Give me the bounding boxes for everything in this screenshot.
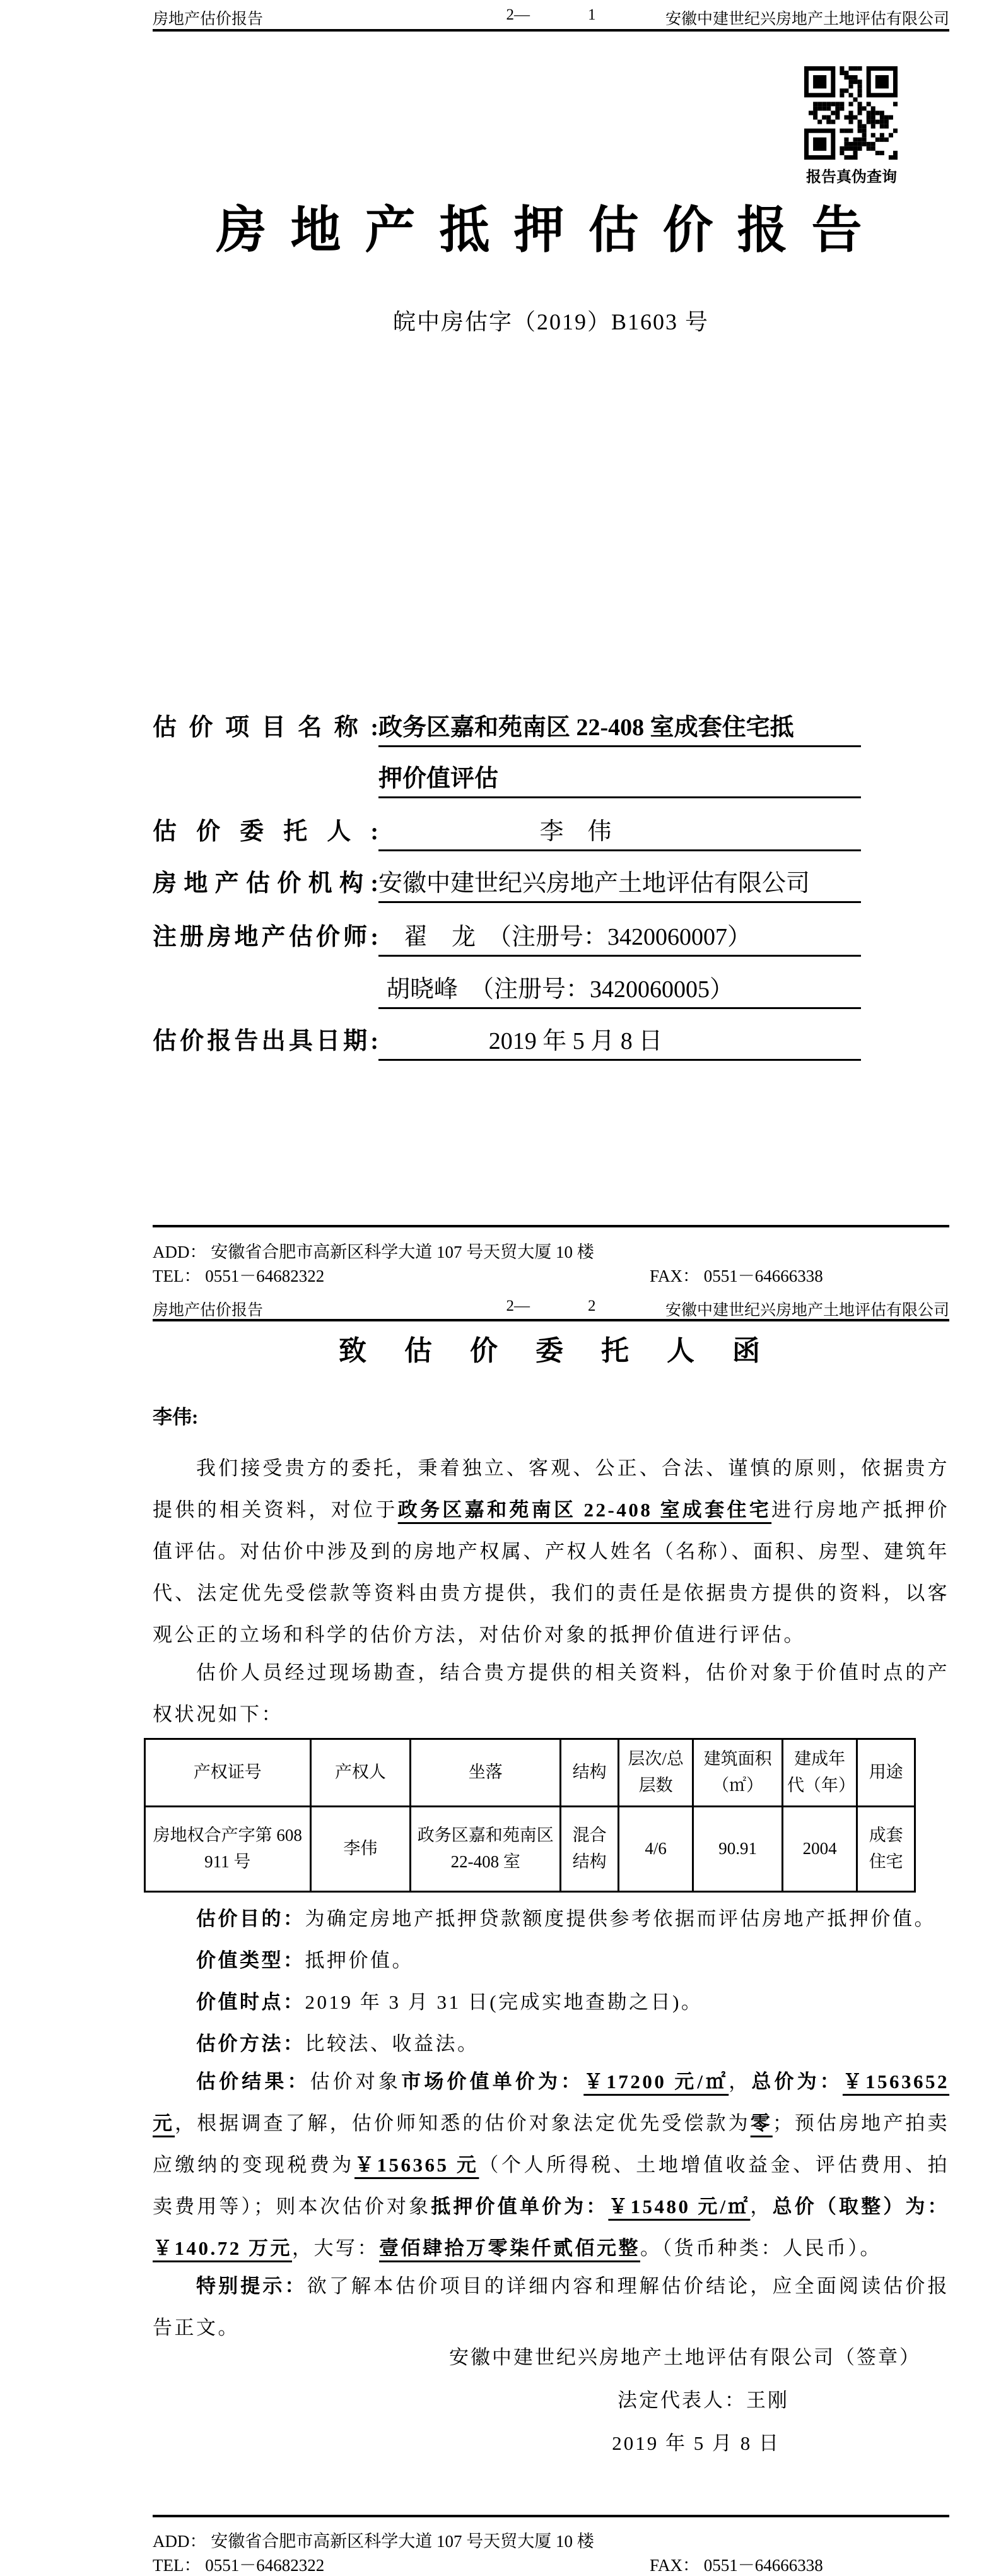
field-issue-date [153,1024,861,1059]
field-value: 胡晓峰 （注册号：3420060005） [378,972,861,1009]
header-company-name: 安徽中建世纪兴房地产土地评估有限公司 [665,11,949,28]
result-text: ；预估房地产拍卖应缴纳的变现税费为 [153,2112,950,2176]
item-label: 价值时点： [196,1991,305,2013]
header-doc-type: 房地产估价报告 [153,1302,264,1319]
header-rule [153,29,949,32]
table-header-cell: 结构 [561,1739,619,1807]
field-appraiser-2 [153,972,861,1007]
footer-address [153,1238,949,1263]
unit-price-market: ￥17200 元/㎡ [583,2071,729,2093]
table-cell: 2004 [782,1807,857,1892]
field-label: 注册房地产估价师: [153,924,378,950]
table-header-cell: 建成年代（年） [782,1739,857,1807]
page-prefix: 2— [506,1297,530,1315]
item-label: 估价方法： [196,2033,305,2055]
table-header-cell: 产权证号 [145,1739,311,1807]
result-text: ， [729,2071,752,2093]
footer-rule [153,2515,949,2517]
table-header-cell: 层次/总层数 [618,1739,693,1807]
page-number: 2 [588,1297,596,1315]
signature-company: 安徽中建世纪兴房地产土地评估有限公司（签章） [449,2346,921,2368]
table-cell: 混合结构 [561,1807,619,1892]
field-project-name [153,710,861,745]
fax-text: FAX： 0551－64666338 [650,2556,823,2575]
result-label: 估价结果： [196,2071,310,2093]
fax-text: FAX： 0551－64666338 [650,1267,823,1285]
letter-greeting: 李伟: [153,1406,199,1428]
letter-paragraph-2 [153,1652,949,1735]
field-client [153,814,861,849]
amount-in-words: 壹佰肆拾万零柒仟贰佰元整 [379,2237,640,2259]
letter-paragraph-1 [153,1448,949,1656]
field-label: 估价委托人: [153,818,378,845]
result-text: ，根据调查了解，估价师知悉的估价对象法定优先受偿款为 [175,2112,751,2134]
item-value-date [153,1982,949,2023]
qr-caption: 报告真伪查询 [806,169,897,186]
field-label: 估价项目名称: [153,714,378,741]
address-text: ADD： 安徽省合肥市高新区科学大道 107 号天贸大厦 10 楼 [153,2532,594,2551]
field-label: 估价报告出具日期: [153,1028,378,1055]
table-header-cell: 坐落 [411,1739,561,1807]
item-text: 2019 年 3 月 31 日(完成实地查勘之日)。 [305,1991,703,2013]
address-text: ADD： 安徽省合肥市高新区科学大道 107 号天贸大厦 10 楼 [153,1243,594,1261]
item-label: 价值类型： [196,1949,305,1971]
priority-payment: 零 [750,2112,773,2134]
document-number: 皖中房估字（2019）B1603 号 [392,309,709,334]
item-text: 抵押价值。 [305,1949,414,1971]
result-paragraph [153,2061,949,2269]
result-text-bold: 市场价值单价为： [401,2071,584,2093]
para1-property-highlight: 政务区嘉和苑南区 22-408 室成套住宅 [397,1499,772,1521]
result-text: 估价对象 [310,2071,402,2093]
item-purpose [153,1898,949,1940]
qr-code [804,66,898,160]
special-notice-paragraph [153,2266,949,2349]
page-number: 1 [588,6,596,23]
field-value: 2019 年 5 月 8 日 [378,1024,861,1061]
page-1-cover [153,0,949,1292]
total-price-market: ￥1563652 元 [153,2071,950,2134]
table-cell: 4/6 [618,1807,693,1892]
special-notice-text: 欲了解本估价项目的详细内容和理解估价结论，应全面阅读估价报告正文。 [153,2275,950,2339]
unit-price-mortgage: ￥15480 元/㎡ [608,2195,751,2218]
table-header-cell: 建筑面积（㎡） [693,1739,783,1807]
signature-date: 2019 年 5 月 8 日 [612,2432,780,2454]
footer-contacts [153,1262,949,1287]
header-rule [153,1319,949,1321]
property-rights-table [144,1738,916,1893]
table-cell: 成套住宅 [857,1807,915,1892]
item-value-type [153,1940,949,1982]
table-cell: 房地权合产字第 608911 号 [145,1807,311,1892]
table-cell: 90.91 [693,1807,783,1892]
page-2-footer [153,2515,949,2575]
table-header-cell: 产权人 [310,1739,411,1807]
result-text-bold: 总价（取整）为： [772,2195,950,2218]
result-text-bold: 总价为： [751,2071,843,2093]
table-header-row [145,1739,915,1807]
tel-text: TEL： 0551－64682322 [153,1267,325,1285]
field-project-name-line2 [153,761,861,796]
header-company-name: 安徽中建世纪兴房地产土地评估有限公司 [665,1302,949,1319]
signature-legal-rep: 法定代表人：王刚 [618,2389,789,2411]
field-value: 押价值评估 [378,761,861,798]
field-value: 安徽中建世纪兴房地产土地评估有限公司 [378,866,861,903]
item-text: 为确定房地产抵押贷款额度提供参考依据而评估房地产抵押价值。 [305,1908,936,1930]
report-title: 房地产抵押估价报告 [216,203,886,259]
letter-title: 致估价委托人函 [339,1335,798,1366]
page-prefix: 2— [506,6,530,23]
field-value: 李 伟 [378,814,861,851]
total-price-mortgage: ￥140.72 万元 [153,2237,292,2259]
field-value: 政务区嘉和苑南区 22-408 室成套住宅抵 [378,710,861,747]
field-agency [153,866,861,901]
page-2-letter [153,1292,949,2575]
para1-text: 进行房地产抵押价值评估。对估价中涉及到的房地产权属、产权人姓名（名称）、面积、房型、建筑年代、法定优先受偿款等资料由贵方提供，我们的责任是依据贵方提供的资料，以客观公正的立场和科学的估价方法，对估价对象的抵押价值进行评估。 [153,1499,950,1646]
item-text: 比较法、收益法。 [305,2033,479,2055]
table-cell: 李伟 [310,1807,411,1892]
table-header-cell: 用途 [857,1739,915,1807]
tax-fee: ￥156365 元 [354,2154,479,2176]
para2-text: 估价人员经过现场勘查，结合贵方提供的相关资料，估价对象于价值时点的产权状况如下： [153,1662,949,1725]
item-method [153,2023,949,2065]
result-text: 。（货币种类：人民币）。 [640,2237,882,2259]
table-row [145,1807,915,1892]
result-text: ，大写： [292,2237,379,2259]
field-label: 房地产估价机构: [153,870,378,897]
header-doc-type: 房地产估价报告 [153,11,264,28]
footer-rule [153,1225,949,1227]
result-text: ， [750,2195,773,2218]
tel-text: TEL： 0551－64682322 [153,2556,325,2575]
footer-address [153,2527,949,2552]
para1-text: 我们接受贵方的委托，秉着独立、客观、公正、合法、谨慎的原则，依据贵方提供的相关资料，对位于 [153,1457,949,1521]
table-cell: 政务区嘉和苑南区 22-408 室 [411,1807,561,1892]
result-text: （个人所得税、土地增值收益金、评估费用、拍卖费用等）；则本次估价对象 [153,2154,950,2218]
result-text-bold: 抵押价值单价为： [431,2195,609,2218]
special-notice-label: 特别提示： [196,2275,307,2297]
footer-contacts [153,2551,949,2576]
field-value: 翟 龙 （注册号：3420060007） [378,919,861,957]
field-appraiser-1 [153,919,861,955]
item-label: 估价目的： [196,1908,305,1930]
